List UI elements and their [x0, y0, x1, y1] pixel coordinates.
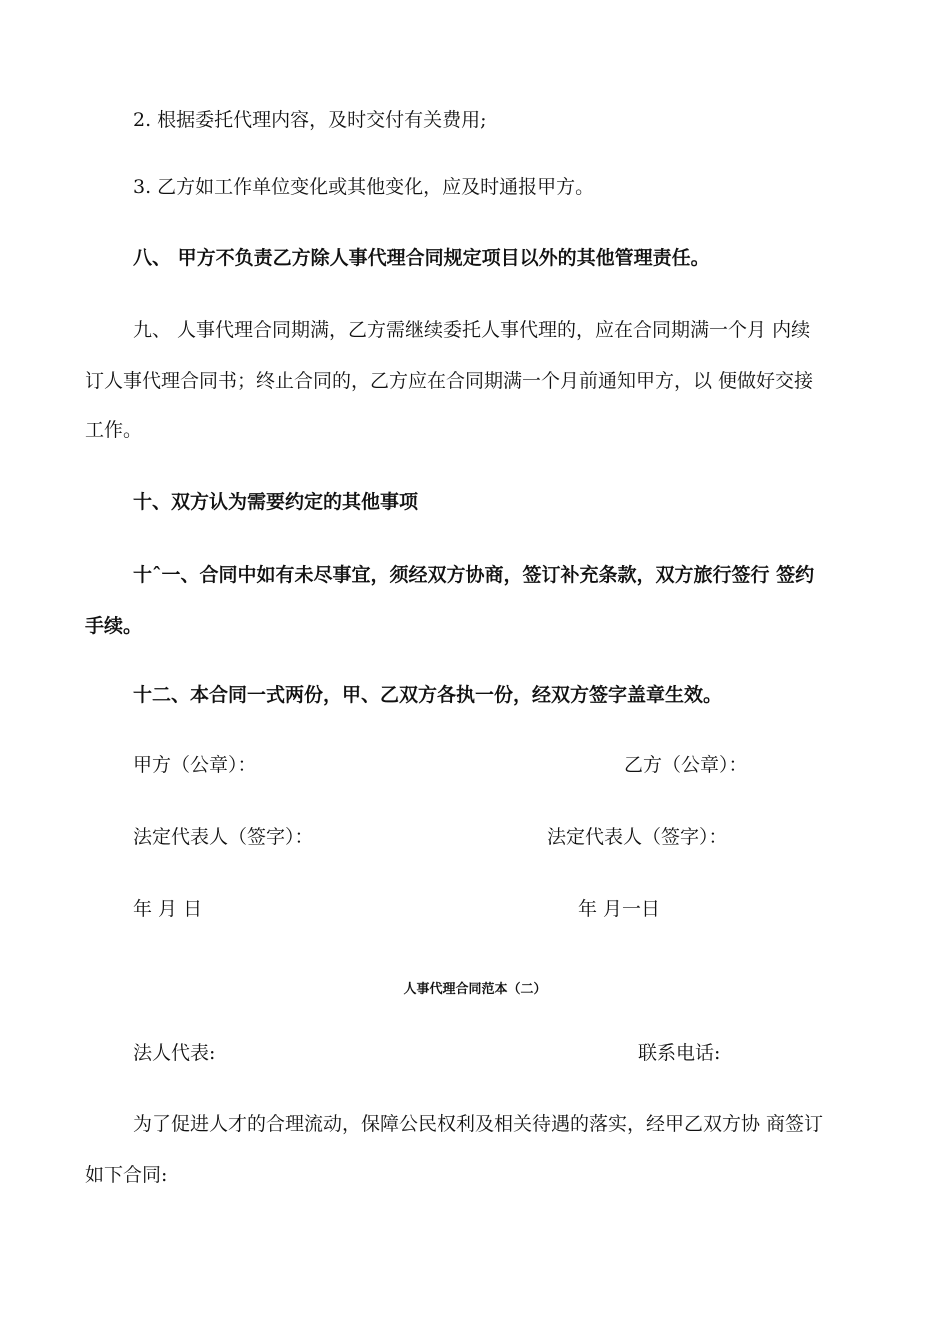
clause-9-line-3: 工作。 — [85, 419, 143, 441]
clause-11-line-1: 十ˆ一、合同中如有未尽事宜，须经双方协商，签订补充条款，双方旅行签行 签约 — [133, 564, 815, 586]
clause-12: 十二、本合同一式两份，甲、乙双方各执一份，经双方签字盖章生效。 — [133, 684, 723, 706]
sample-2-title: 人事代理合同范本（二） — [403, 982, 547, 997]
party-b-representative: 法定代表人（签字）： — [547, 826, 728, 848]
clause-7-item-3: 3. 乙方如工作单位变化或其他变化，应及时通报甲方。 — [133, 176, 595, 198]
clause-9-line-1: 九、 人事代理合同期满，乙方需继续委托人事代理的，应在合同期满一个月 内续 — [133, 319, 811, 341]
party-a-seal: 甲方（公章）： — [133, 754, 257, 776]
legal-representative-label: 法人代表: — [133, 1042, 216, 1064]
party-a-date: 年 月 日 — [133, 898, 203, 920]
clause-8: 八、 甲方不负责乙方除人事代理合同规定项目以外的其他管理责任。 — [133, 247, 710, 269]
intro-line-2: 如下合同: — [85, 1164, 168, 1186]
clause-10: 十、双方认为需要约定的其他事项 — [133, 491, 419, 513]
contact-phone-label: 联系电话: — [638, 1042, 721, 1064]
party-b-seal: 乙方（公章）： — [624, 754, 748, 776]
intro-line-1: 为了促进人才的合理流动，保障公民权利及相关待遇的落实，经甲乙双方协 商签订 — [133, 1113, 824, 1135]
clause-11-line-2: 手续。 — [85, 615, 143, 637]
party-b-date: 年 月一日 — [578, 898, 661, 920]
party-a-representative: 法定代表人（签字）： — [133, 826, 314, 848]
clause-7-item-2: 2. 根据委托代理内容，及时交付有关费用; — [133, 109, 487, 131]
clause-9-line-2: 订人事代理合同书；终止合同的，乙方应在合同期满一个月前通知甲方，以 便做好交接 — [85, 370, 814, 392]
